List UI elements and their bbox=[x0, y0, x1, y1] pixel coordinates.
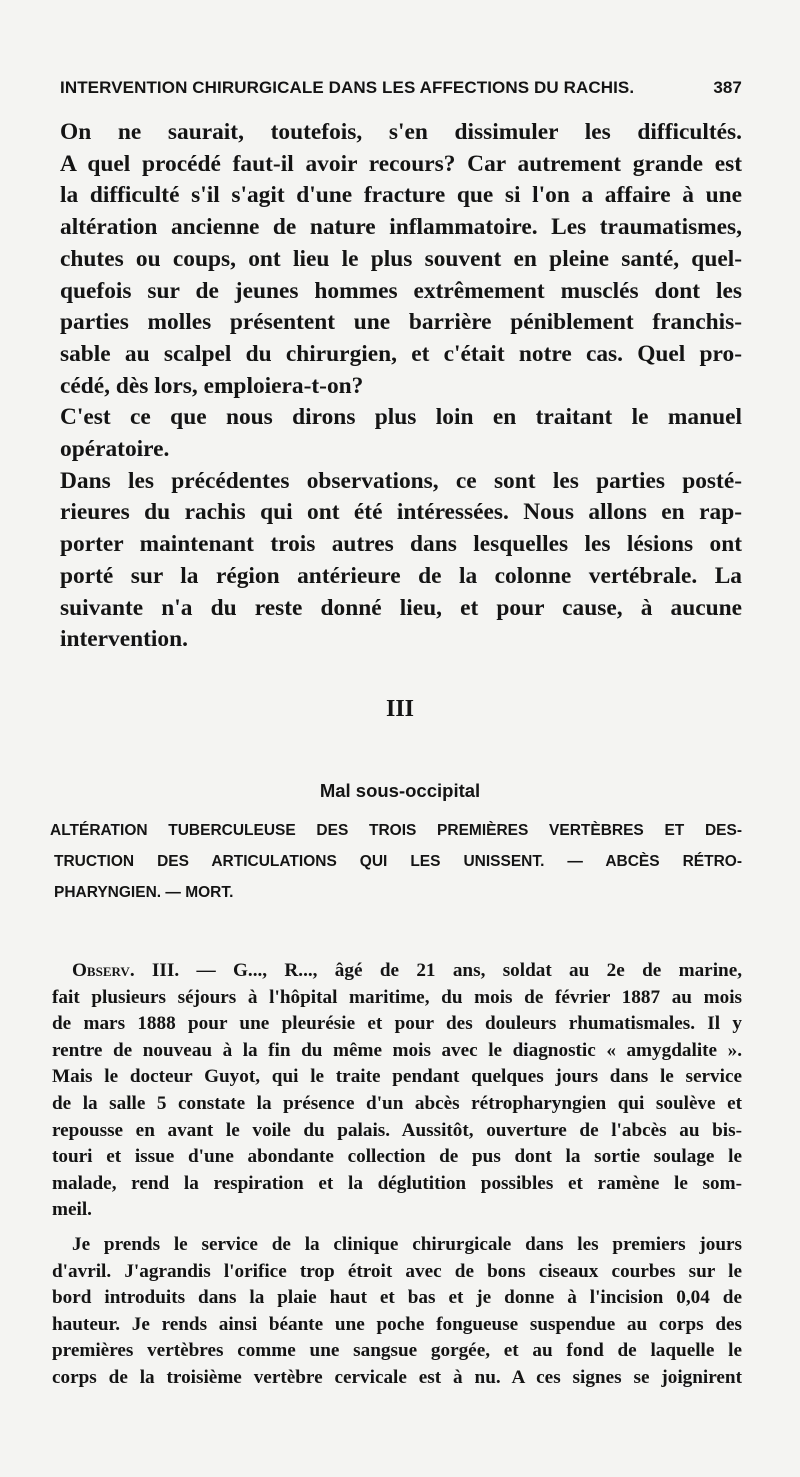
text-line: rieures du rachis qui ont été intéressées. Nous allons en rap- bbox=[60, 499, 742, 526]
text-line: repousse en avant le voile du palais. Aussitôt, ouverture de l'abcès au bis- bbox=[52, 1119, 742, 1141]
observation-label: Observ. III. bbox=[72, 960, 180, 981]
subtitle-line: PHARYNGIEN. — MORT. bbox=[54, 884, 234, 901]
text-line: la difficulté s'il s'agit d'une fracture que si l'on a affaire à une bbox=[60, 182, 742, 209]
paragraph-2 bbox=[60, 402, 742, 465]
running-header bbox=[60, 78, 742, 98]
section-number: III bbox=[385, 696, 415, 722]
text-line: touri et issue d'une abondante collection de pus dont la sortie soulage le bbox=[52, 1146, 742, 1168]
text-line: Je prends le service de la clinique chirurgicale dans les premiers jours bbox=[72, 1233, 742, 1255]
text-line: corps de la troisième vertèbre cervicale est à nu. A ces signes se joignirent bbox=[52, 1366, 742, 1388]
text-line: A quel procédé faut-il avoir recours? Car autrement grande est bbox=[60, 150, 742, 177]
text-line: bord introduits dans la plaie haut et bas et je donne à l'incision 0,04 de bbox=[52, 1287, 742, 1309]
text-line: meil. bbox=[52, 1199, 92, 1221]
header-title: INTERVENTION CHIRURGICALE DANS LES AFFECTIONS DU RACHIS. bbox=[60, 78, 635, 97]
subtitle-line: ALTÉRATION TUBERCULEUSE DES TROIS PREMIÈRES VERTÈBRES ET DES- bbox=[50, 822, 742, 839]
text-line: parties molles présentent une barrière péniblement franchis- bbox=[60, 309, 742, 336]
paragraph-gap bbox=[52, 1224, 742, 1232]
text-line: hauteur. Je rends ainsi béante une poche fongueuse suspendue au corps des bbox=[52, 1313, 742, 1335]
text-line: Mais le docteur Guyot, qui le traite pendant quelques jours dans le service bbox=[52, 1066, 742, 1088]
text-line: premières vertèbres comme une sangsue gorgée, et au fond de laquelle le bbox=[52, 1340, 742, 1362]
text-line: intervention. bbox=[60, 626, 188, 653]
text-line: opératoire. bbox=[60, 436, 170, 463]
text-line: cédé, dès lors, emploiera-t-on? bbox=[60, 372, 364, 399]
text-line: rentre de nouveau à la fin du même mois avec le diagnostic « amygdalite ». bbox=[52, 1039, 742, 1061]
text-line: quefois sur de jeunes hommes extrêmement musclés dont les bbox=[60, 277, 742, 304]
text-line: chutes ou coups, ont lieu le plus souvent en pleine santé, quel- bbox=[60, 245, 742, 272]
text-line: d'avril. J'agrandis l'orifice trop étroit avec de bons ciseaux courbes sur le bbox=[52, 1260, 742, 1282]
page-number: 387 bbox=[713, 78, 742, 97]
text-line: — G..., R..., âgé de 21 ans, soldat au 2e de marine, bbox=[196, 960, 743, 981]
body-text bbox=[60, 117, 742, 656]
text-line: porté sur la région antérieure de la colonne vertébrale. La bbox=[60, 562, 742, 589]
text-line: malade, rend la respiration et la déglutition possibles et ramène le som- bbox=[52, 1172, 742, 1194]
observation-text bbox=[52, 958, 742, 1392]
section-title: Mal sous-occipital bbox=[319, 780, 481, 801]
text-line: fait plusieurs séjours à l'hôpital maritime, du mois de février 1887 au mois bbox=[52, 986, 742, 1008]
paragraph-1 bbox=[60, 117, 742, 402]
paragraph-3 bbox=[60, 466, 742, 656]
subtitle-line: TRUCTION DES ARTICULATIONS QUI LES UNISSENT. — ABCÈS RÉTRO- bbox=[54, 853, 742, 870]
observation-first-line bbox=[52, 958, 742, 985]
text-line: altération ancienne de nature inflammatoire. Les traumatismes, bbox=[60, 214, 742, 241]
text-line: C'est ce que nous dirons plus loin en traitant le manuel bbox=[60, 404, 742, 431]
text-line: sable au scalpel du chirurgien, et c'était notre cas. Quel pro- bbox=[60, 340, 742, 367]
text-line: On ne saurait, toutefois, s'en dissimuler les difficultés. bbox=[60, 119, 742, 145]
text-line: suivante n'a du reste donné lieu, et pour cause, à aucune bbox=[60, 594, 742, 621]
text-line: Dans les précédentes observations, ce sont les parties posté- bbox=[60, 467, 742, 494]
text-line: de mars 1888 pour une pleurésie et pour des douleurs rhumatismales. Il y bbox=[52, 1013, 742, 1035]
text-line: de la salle 5 constate la présence d'un abcès rétropharyngien qui soulève et bbox=[52, 1092, 742, 1114]
text-line: porter maintenant trois autres dans lesquelles les lésions ont bbox=[60, 531, 742, 558]
section-subtitle bbox=[50, 815, 742, 908]
